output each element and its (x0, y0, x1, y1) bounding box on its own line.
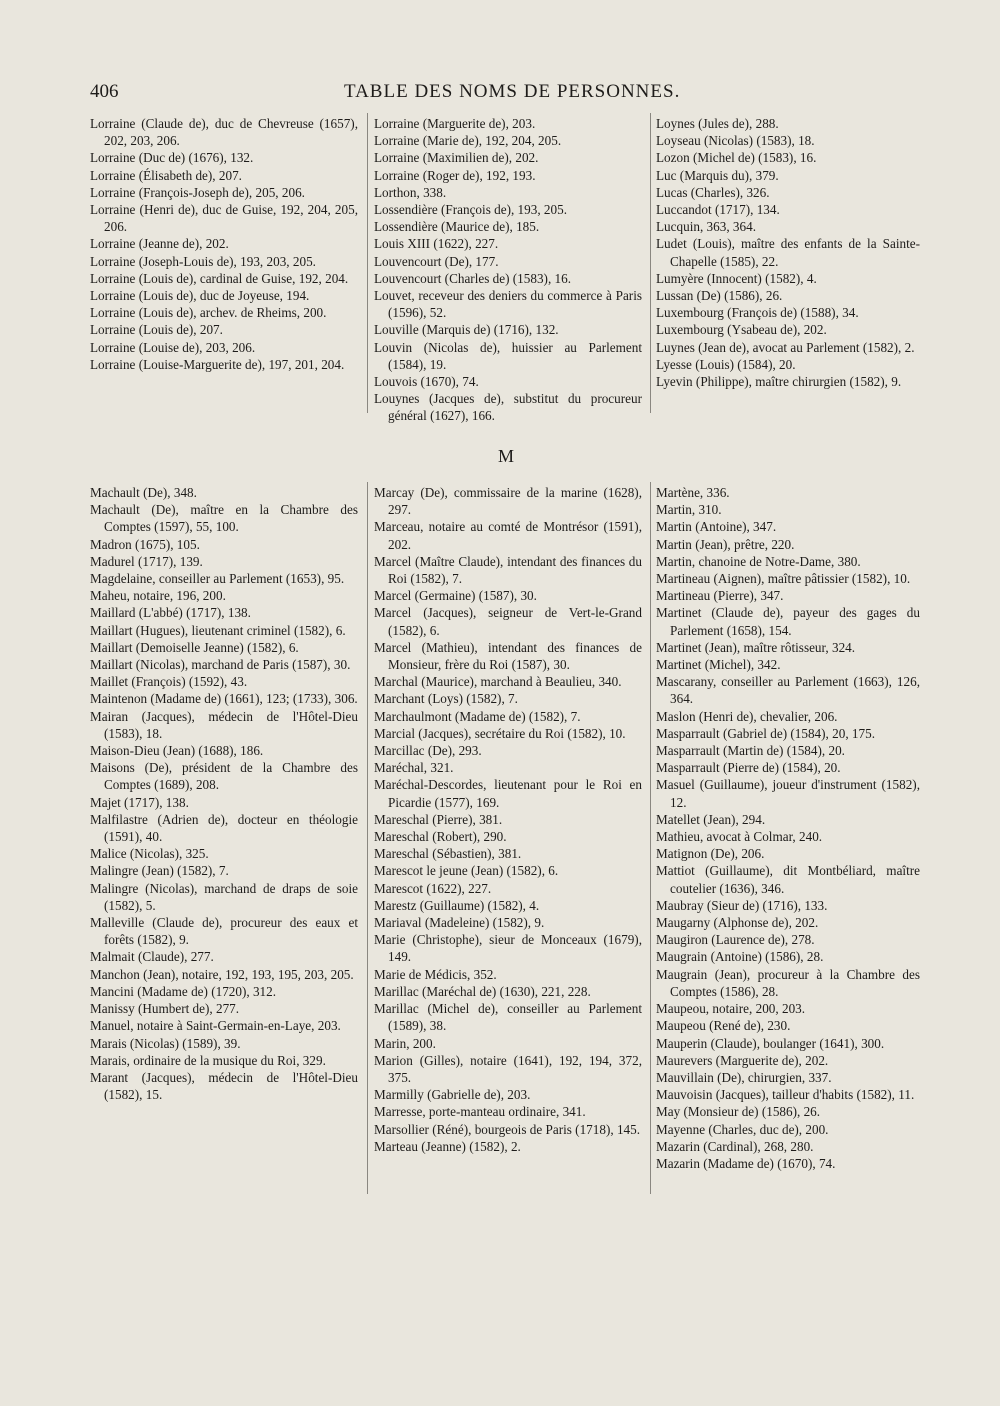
index-entry: Lossendière (Maurice de), 185. (374, 219, 540, 235)
index-entry: Marillac (Maréchal de) (1630), 221, 228. (374, 983, 591, 999)
index-entry: Lozon (Michel de) (1583), 16. (656, 150, 817, 166)
index-entry: Lussan (De) (1586), 26. (656, 288, 783, 304)
index-entry: Mattiot (Guillaume), dit Montbéliard, maître coutelier (1636), 346. (656, 863, 920, 896)
index-entry: Marmilly (Gabrielle de), 203. (374, 1087, 531, 1103)
index-entry: Marresse, porte-manteau ordinaire, 341. (374, 1104, 586, 1120)
index-entry: Marsollier (Réné), bourgeois de Paris (1718), 145. (374, 1121, 641, 1137)
index-entry: Lorraine (Louis de), 207. (90, 322, 223, 338)
index-entry: Lorraine (Marie de), 192, 204, 205. (374, 133, 562, 149)
index-entry: Manissy (Humbert de), 277. (90, 1001, 240, 1017)
index-entry: Majet (1717), 138. (90, 794, 189, 810)
index-entry: Louvin (Nicolas de), huissier au Parlement (1584), 19. (374, 339, 642, 372)
index-entry: May (Monsieur de) (1586), 26. (656, 1104, 821, 1120)
index-entry: Lorraine (Louise de), 203, 206. (90, 339, 256, 355)
column-divider (367, 113, 368, 413)
top-column-2 (374, 115, 642, 425)
index-entry: Lucas (Charles), 326. (656, 184, 770, 200)
column-divider (367, 482, 368, 1194)
index-entry: Martin (Antoine), 347. (656, 519, 777, 535)
index-entry: Maintenon (Madame de) (1661), 123; (1733), 306. (90, 691, 358, 707)
index-entry: Maurevers (Marguerite de), 202. (656, 1052, 829, 1068)
index-entry: Maupeou, notaire, 200, 203. (656, 1001, 806, 1017)
page-number: 406 (90, 81, 119, 102)
index-entry: Marcillac (De), 293. (374, 743, 482, 759)
index-entry: Maheu, notaire, 196, 200. (90, 588, 226, 604)
index-entry: Loynes (Jules de), 288. (656, 116, 779, 131)
index-entry: Martin, 310. (656, 502, 722, 518)
index-entry: Manuel, notaire à Saint-Germain-en-Laye, 203. (90, 1018, 341, 1034)
index-entry: Malmait (Claude), 277. (90, 949, 214, 965)
index-entry: Maillart (Demoiselle Jeanne) (1582), 6. (90, 639, 299, 655)
index-entry: Lorraine (Jeanne de), 202. (90, 236, 229, 252)
index-entry: Martin, chanoine de Notre-Dame, 380. (656, 553, 861, 569)
index-entry: Louvet, receveur des deniers du commerce à Paris (1596), 52. (374, 288, 642, 321)
index-entry: Mairan (Jacques), médecin de l'Hôtel-Dieu (1583), 18. (90, 708, 358, 741)
index-entry: Marchal (Maurice), marchand à Beaulieu, 340. (374, 674, 622, 690)
index-entry: Malingre (Jean) (1582), 7. (90, 863, 229, 879)
section-letter: M (498, 446, 515, 466)
index-entry: Masuel (Guillaume), joueur d'instrument (1582), 12. (656, 777, 920, 810)
column-divider (650, 482, 651, 1194)
index-entry: Marcel (Mathieu), intendant des finances de Monsieur, frère du Roi (1587), 30. (374, 639, 642, 673)
index-entry: Mariaval (Madeleine) (1582), 9. (374, 915, 545, 931)
index-entry: Lorraine (Élisabeth de), 207. (90, 167, 242, 183)
index-entry: Lorraine (Henri de), duc de Guise, 192, 204, 205, 206. (90, 202, 358, 235)
index-entry: Machault (De), maître en la Chambre des Comptes (1597), 55, 100. (90, 502, 358, 535)
index-entry: Marie (Christophe), sieur de Monceaux (1679), 149. (374, 932, 642, 965)
top-column-1 (90, 115, 358, 373)
index-entry: Martineau (Pierre), 347. (656, 588, 784, 604)
index-entry: Marion (Gilles), notaire (1641), 192, 194, 372, 375. (374, 1052, 642, 1085)
index-entry: Maison-Dieu (Jean) (1688), 186. (90, 743, 264, 759)
index-entry: Maugrain (Jean), procureur à la Chambre des Comptes (1586), 28. (656, 966, 920, 999)
index-entry: Maillard (L'abbé) (1717), 138. (90, 605, 251, 621)
index-entry: Manchon (Jean), notaire, 192, 193, 195, 203, 205. (90, 966, 354, 982)
index-entry: Lorraine (Duc de) (1676), 132. (90, 150, 254, 166)
index-entry: Luc (Marquis du), 379. (656, 167, 779, 183)
index-entry: Louvencourt (Charles de) (1583), 16. (374, 270, 572, 286)
index-entry: Martinet (Claude de), payeur des gages du Parlement (1658), 154. (656, 605, 920, 638)
index-entry: Lorraine (Roger de), 192, 193. (374, 167, 536, 183)
index-entry: Mancini (Madame de) (1720), 312. (90, 983, 277, 999)
index-entry: Marchaulmont (Madame de) (1582), 7. (374, 708, 581, 724)
index-entry: Mascarany, conseiller au Parlement (1663), 126, 364. (656, 674, 920, 707)
index-entry: Lorraine (Louis de), cardinal de Guise, 192, 204. (90, 270, 349, 286)
index-entry: Maslon (Henri de), chevalier, 206. (656, 708, 838, 724)
bottom-column-1 (90, 484, 358, 1103)
index-entry: Malingre (Nicolas), marchand de draps de soie (1582), 5. (90, 880, 358, 913)
index-entry: Luxembourg (François de) (1588), 34. (656, 305, 859, 321)
index-entry: Marchant (Loys) (1582), 7. (374, 691, 518, 707)
index-entry: Mayenne (Charles, duc de), 200. (656, 1121, 829, 1137)
index-entry: Lyevin (Philippe), maître chirurgien (1582), 9. (656, 374, 902, 390)
index-entry: Masparrault (Gabriel de) (1584), 20, 175. (656, 725, 875, 741)
index-entry: Lossendière (François de), 193, 205. (374, 202, 568, 218)
index-entry: Maillet (François) (1592), 43. (90, 674, 248, 690)
index-entry: Luynes (Jean de), avocat au Parlement (1582), 2. (656, 339, 915, 355)
index-entry: Marestz (Guillaume) (1582), 4. (374, 897, 540, 913)
index-entry: Matellet (Jean), 294. (656, 811, 766, 827)
index-entry: Lumyère (Innocent) (1582), 4. (656, 270, 817, 286)
index-entry: Martineau (Aignen), maître pâtissier (1582), 10. (656, 571, 911, 587)
index-entry: Maisons (De), président de la Chambre des Comptes (1689), 208. (90, 760, 358, 793)
index-entry: Lorthon, 338. (374, 184, 447, 200)
index-entry: Magdelaine, conseiller au Parlement (1653), 95. (90, 571, 345, 587)
index-entry: Malfilastre (Adrien de), docteur en théologie (1591), 40. (90, 811, 358, 845)
index-entry: Lorraine (Louise-Marguerite de), 197, 201, 204. (90, 356, 345, 372)
index-entry: Loyseau (Nicolas) (1583), 18. (656, 133, 815, 149)
index-entry: Mazarin (Madame de) (1670), 74. (656, 1155, 836, 1171)
index-entry: Matignon (De), 206. (656, 846, 765, 862)
index-entry: Louis XIII (1622), 227. (374, 236, 499, 252)
index-entry: Martinet (Michel), 342. (656, 657, 781, 673)
index-entry: Martinet (Jean), maître rôtisseur, 324. (656, 639, 856, 655)
index-entry: Lorraine (Louis de), archev. de Rheims, 200. (90, 305, 327, 321)
index-entry: Martin (Jean), prêtre, 220. (656, 536, 795, 552)
index-entry: Lorraine (François-Joseph de), 205, 206. (90, 184, 305, 200)
index-entry: Mathieu, avocat à Colmar, 240. (656, 829, 823, 845)
index-entry: Machault (De), 348. (90, 485, 197, 500)
index-entry: Mazarin (Cardinal), 268, 280. (656, 1138, 814, 1154)
index-entry: Lorraine (Claude de), duc de Chevreuse (1657), 202, 203, 206. (90, 116, 358, 149)
index-entry: Maillart (Hugues), lieutenant criminel (1582), 6. (90, 622, 346, 638)
index-entry: Mareschal (Sébastien), 381. (374, 846, 522, 862)
index-entry: Maréchal-Descordes, lieutenant pour le Roi en Picardie (1577), 169. (374, 777, 642, 810)
index-entry: Louynes (Jacques de), substitut du procureur général (1627), 166. (374, 391, 642, 424)
index-entry: Marcay (De), commissaire de la marine (1628), 297. (374, 485, 642, 518)
index-entry: Maupeou (René de), 230. (656, 1018, 791, 1034)
index-entry: Lorraine (Marguerite de), 203. (374, 116, 536, 131)
index-entry: Madron (1675), 105. (90, 536, 200, 552)
index-entry: Marais, ordinaire de la musique du Roi, 329. (90, 1052, 326, 1068)
index-entry: Louvencourt (De), 177. (374, 253, 499, 269)
index-entry: Mauvoisin (Jacques), tailleur d'habits (1582), 11. (656, 1087, 915, 1103)
index-entry: Louvois (1670), 74. (374, 374, 479, 390)
index-entry: Lorraine (Maximilien de), 202. (374, 150, 539, 166)
index-entry: Marillac (Michel de), conseiller au Parlement (1589), 38. (374, 1001, 642, 1034)
index-entry: Madurel (1717), 139. (90, 553, 203, 569)
index-entry: Luxembourg (Ysabeau de), 202. (656, 322, 827, 338)
index-entry: Louville (Marquis de) (1716), 132. (374, 322, 559, 338)
index-entry: Masparrault (Martin de) (1584), 20. (656, 743, 845, 759)
index-entry: Maugrain (Antoine) (1586), 28. (656, 949, 824, 965)
index-entry: Mauperin (Claude), boulanger (1641), 300. (656, 1035, 885, 1051)
index-entry: Mauvillain (De), chirurgien, 337. (656, 1069, 832, 1085)
index-entry: Marais (Nicolas) (1589), 39. (90, 1035, 241, 1051)
index-entry: Marie de Médicis, 352. (374, 966, 497, 982)
index-entry: Lucquin, 363, 364. (656, 219, 756, 235)
index-entry: Maugiron (Laurence de), 278. (656, 932, 815, 948)
top-column-3 (656, 115, 920, 390)
index-entry: Marescot le jeune (Jean) (1582), 6. (374, 863, 559, 879)
index-entry: Malice (Nicolas), 325. (90, 846, 209, 862)
index-entry: Maugarny (Alphonse de), 202. (656, 915, 819, 931)
index-entry: Malleville (Claude de), procureur des eaux et forêts (1582), 9. (90, 915, 358, 948)
index-entry: Marescot (1622), 227. (374, 880, 492, 896)
index-entry: Marceau, notaire au comté de Montrésor (1591), 202. (374, 519, 642, 552)
index-entry: Mareschal (Pierre), 381. (374, 811, 503, 827)
index-entry: Luccandot (1717), 134. (656, 202, 780, 218)
index-entry: Marcial (Jacques), secrétaire du Roi (1582), 10. (374, 725, 626, 741)
index-entry: Maréchal, 321. (374, 760, 454, 776)
page-title: TABLE DES NOMS DE PERSONNES. (344, 81, 681, 102)
index-entry: Maillart (Nicolas), marchand de Paris (1587), 30. (90, 657, 351, 673)
index-entry: Masparrault (Pierre de) (1584), 20. (656, 760, 841, 776)
bottom-column-2 (374, 484, 642, 1155)
index-entry: Mareschal (Robert), 290. (374, 829, 507, 845)
column-divider (650, 113, 651, 413)
index-entry: Marcel (Maître Claude), intendant des finances du Roi (1582), 7. (374, 553, 642, 587)
index-entry: Maubray (Sieur de) (1716), 133. (656, 897, 828, 913)
index-entry: Lorraine (Joseph-Louis de), 193, 203, 205. (90, 253, 316, 269)
index-entry: Marteau (Jeanne) (1582), 2. (374, 1138, 521, 1154)
index-entry: Marcel (Germaine) (1587), 30. (374, 588, 537, 604)
bottom-column-3 (656, 484, 920, 1172)
index-entry: Marant (Jacques), médecin de l'Hôtel-Dieu (1582), 15. (90, 1069, 358, 1103)
index-entry: Lyesse (Louis) (1584), 20. (656, 356, 796, 372)
index-entry: Lorraine (Louis de), duc de Joyeuse, 194. (90, 288, 310, 304)
index-entry: Ludet (Louis), maître des enfants de la Sainte-Chapelle (1585), 22. (656, 236, 920, 269)
index-entry: Martène, 336. (656, 485, 730, 500)
page-header (90, 81, 681, 111)
index-entry: Marcel (Jacques), seigneur de Vert-le-Grand (1582), 6. (374, 605, 642, 638)
index-entry: Marin, 200. (374, 1035, 436, 1051)
